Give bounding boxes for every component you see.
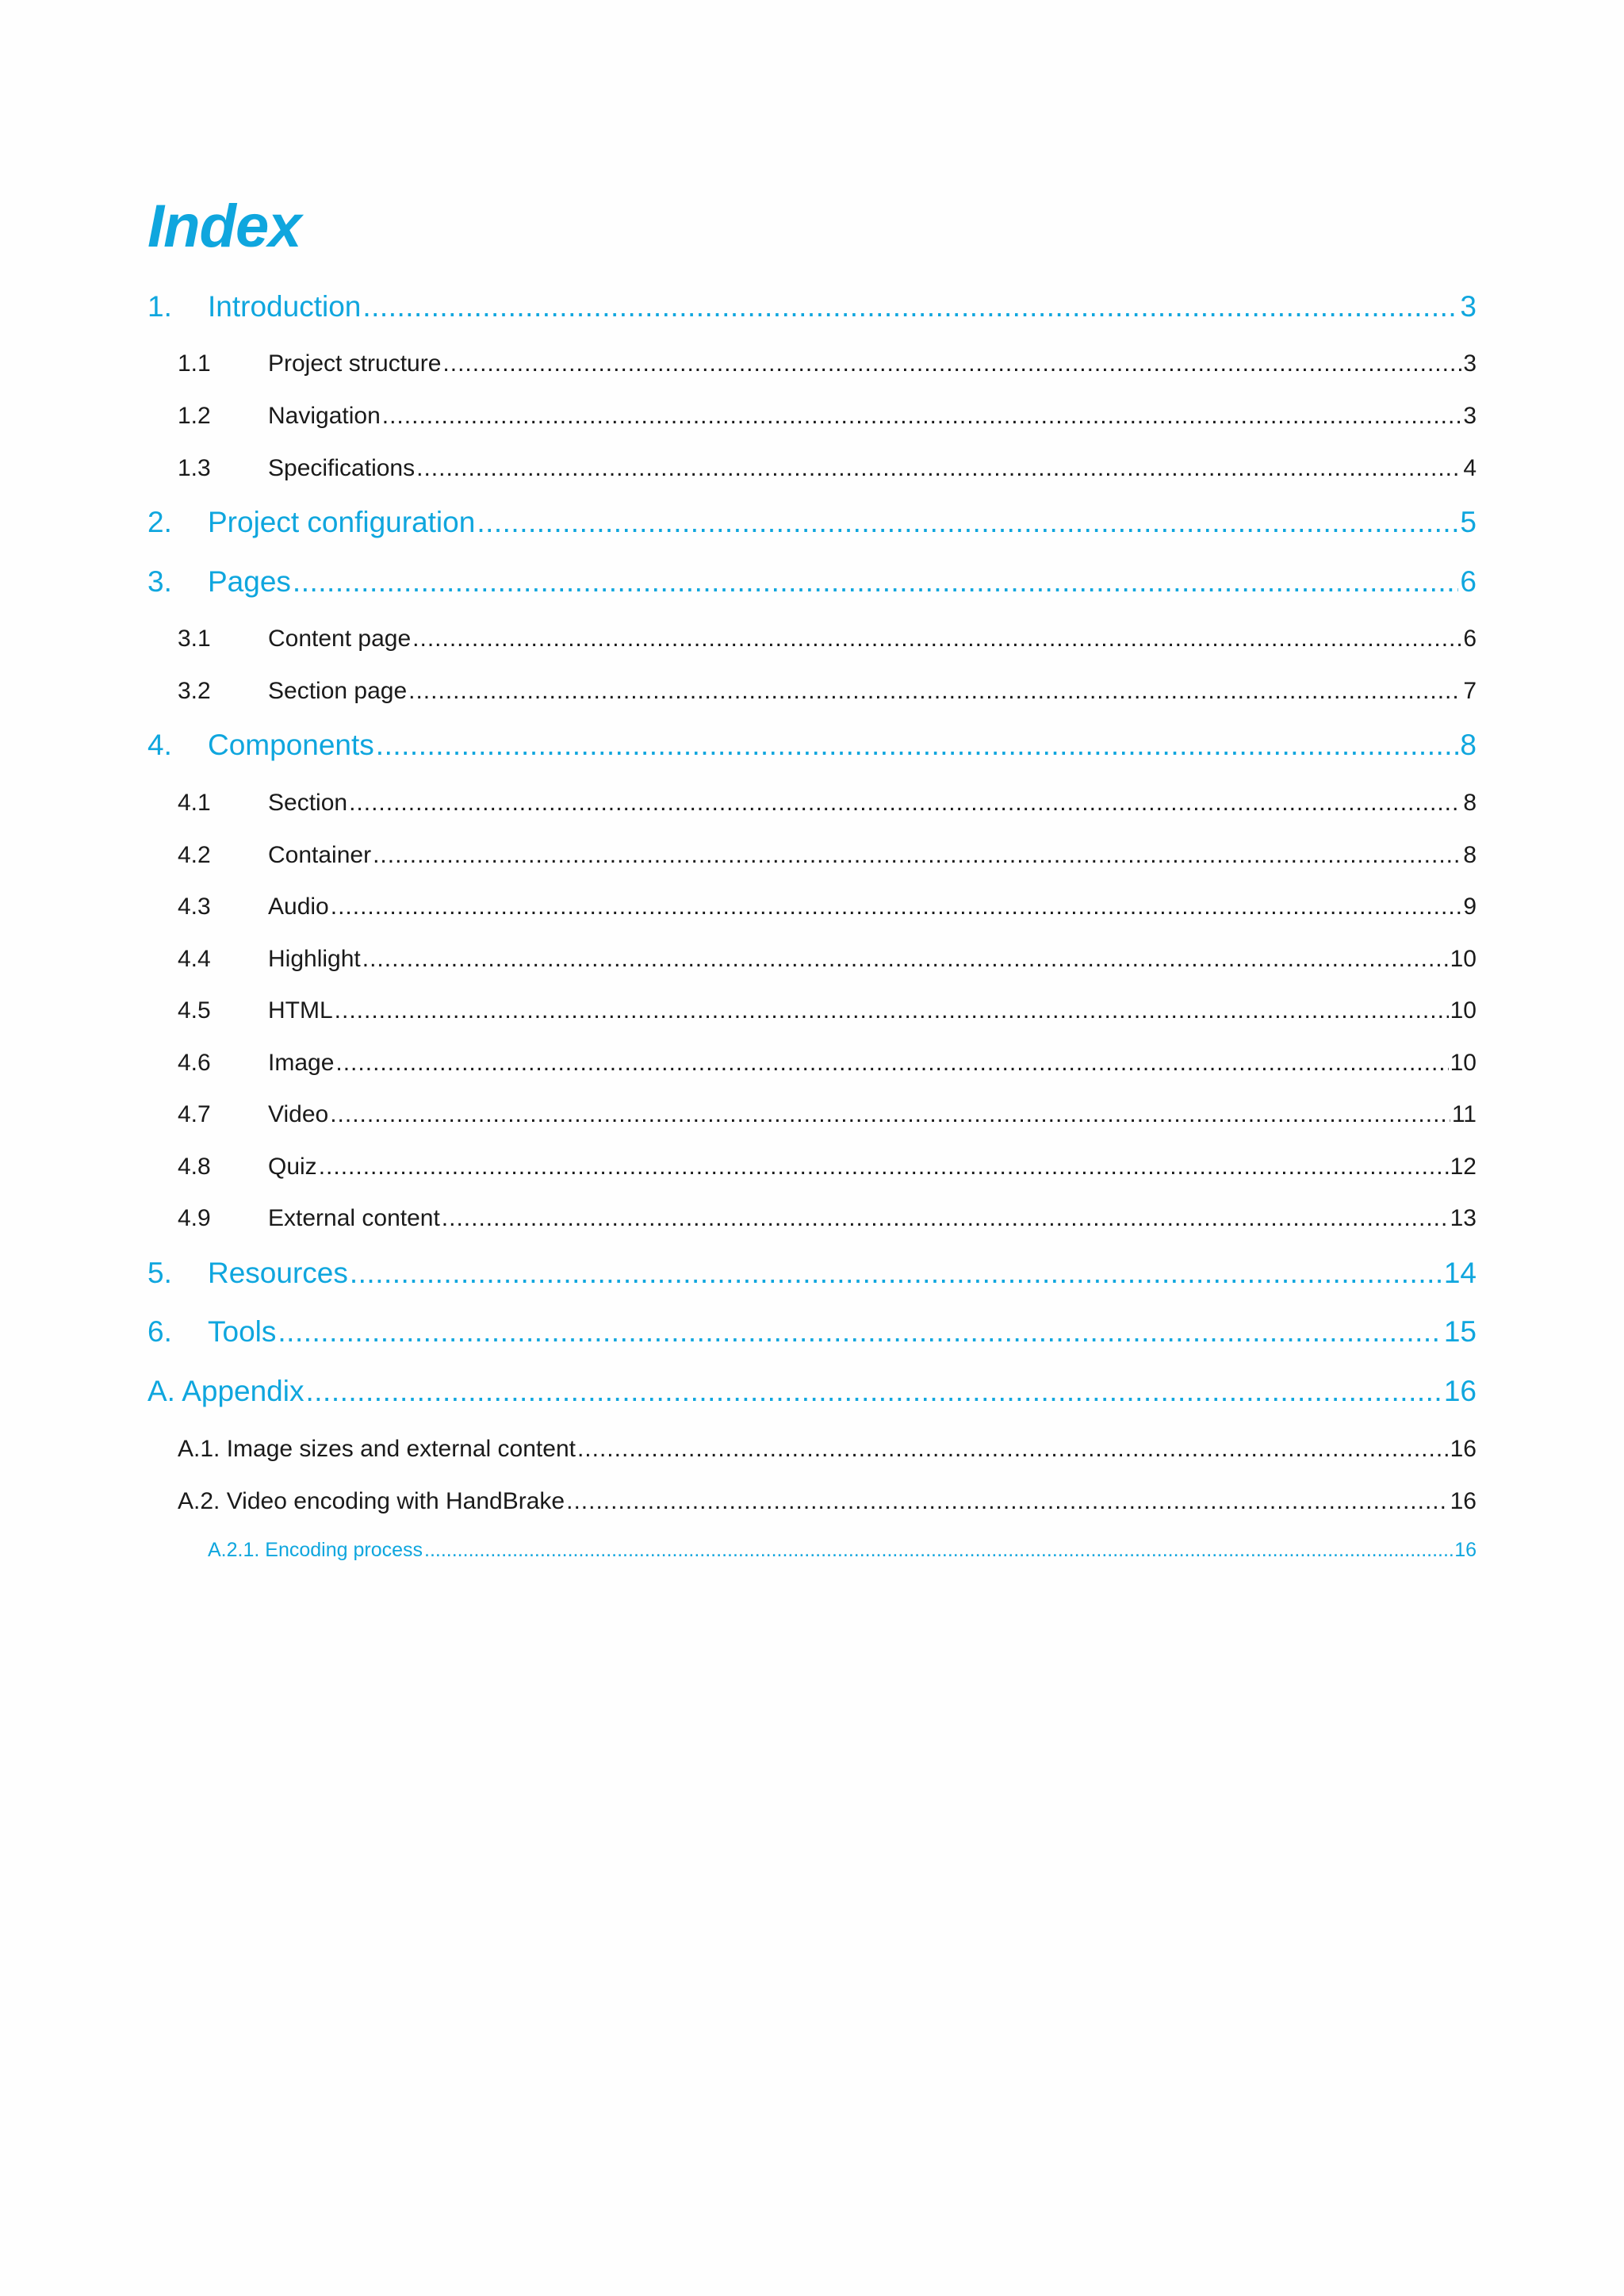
- toc-number: 2.: [147, 506, 172, 538]
- toc-entry-container[interactable]: [178, 842, 1477, 869]
- toc-entry-image[interactable]: [178, 1050, 1477, 1077]
- toc-entry-resources[interactable]: [147, 1257, 1477, 1290]
- toc-label: Navigation: [268, 403, 381, 429]
- dot-leader: [566, 1488, 1449, 1515]
- dot-leader: [335, 1050, 1448, 1077]
- toc-number: 3.: [147, 565, 172, 598]
- toc-label: A. Appendix: [147, 1375, 304, 1407]
- toc-number: 4.4: [178, 946, 211, 972]
- toc-page-number: 3: [1463, 350, 1477, 377]
- dot-leader: [350, 1257, 1442, 1290]
- toc-entry-video-encoding[interactable]: [178, 1488, 1477, 1515]
- toc-page-number: 16: [1454, 1539, 1477, 1561]
- toc-number: 1.3: [178, 455, 211, 481]
- toc-entry-highlight[interactable]: [178, 946, 1477, 973]
- toc-label: Image: [268, 1050, 335, 1076]
- toc-page-number: 4: [1463, 455, 1477, 481]
- dot-leader: [442, 1205, 1449, 1232]
- toc-entry-project-configuration[interactable]: [147, 506, 1477, 539]
- toc-entry-pages[interactable]: [147, 565, 1477, 599]
- toc-number: 4.9: [178, 1205, 211, 1231]
- toc-label: Project configuration: [208, 506, 476, 538]
- toc-label: Audio: [268, 894, 329, 920]
- dot-leader: [412, 626, 1461, 652]
- toc-entry-audio[interactable]: [178, 894, 1477, 920]
- dot-leader: [442, 350, 1461, 377]
- dot-leader: [376, 729, 1459, 762]
- dot-leader: [331, 894, 1462, 920]
- toc-entry-encoding-process[interactable]: [208, 1539, 1477, 1562]
- toc-page-number: 13: [1450, 1205, 1477, 1231]
- toc-page-number: 16: [1450, 1436, 1477, 1462]
- dot-leader: [408, 678, 1461, 705]
- toc-label: Section: [268, 790, 348, 816]
- dot-leader: [362, 946, 1449, 973]
- toc-label: A.2. Video encoding with HandBrake: [178, 1488, 565, 1514]
- toc-page-number: 5: [1460, 506, 1477, 538]
- toc-number: 4.1: [178, 790, 211, 816]
- dot-leader: [577, 1436, 1449, 1463]
- toc-label: Content page: [268, 626, 412, 652]
- toc-label: A.1. Image sizes and external content: [178, 1436, 576, 1462]
- toc-page-number: 3: [1463, 403, 1477, 429]
- toc-entry-video[interactable]: [178, 1101, 1477, 1128]
- toc-number: 4.7: [178, 1101, 211, 1127]
- dot-leader: [293, 565, 1459, 599]
- dot-leader: [330, 1101, 1450, 1128]
- dot-leader: [305, 1375, 1442, 1408]
- toc-page-number: 3: [1460, 290, 1477, 323]
- toc-label: Highlight: [268, 946, 361, 972]
- toc-entry-content-page[interactable]: [178, 626, 1477, 652]
- toc-number: 3.1: [178, 626, 211, 652]
- toc-number: 1.1: [178, 350, 211, 377]
- toc-entry-navigation[interactable]: [178, 403, 1477, 430]
- toc-label: Specifications: [268, 455, 416, 481]
- dot-leader: [382, 403, 1462, 430]
- toc-page-number: 11: [1451, 1101, 1477, 1127]
- dot-leader: [319, 1154, 1449, 1181]
- toc-label: Pages: [208, 565, 291, 598]
- toc-page-number: 16: [1443, 1375, 1477, 1407]
- toc-page-number: 15: [1443, 1315, 1477, 1348]
- toc-label: Quiz: [268, 1154, 317, 1180]
- toc-label: Introduction: [208, 290, 362, 323]
- toc-page-number: 10: [1450, 997, 1477, 1024]
- toc-number: 4.3: [178, 894, 211, 920]
- toc-label: Resources: [208, 1257, 348, 1289]
- toc-page-number: 9: [1463, 894, 1477, 920]
- toc-number: 4.6: [178, 1050, 211, 1076]
- dot-leader: [424, 1539, 1453, 1562]
- toc-entry-section[interactable]: [178, 790, 1477, 817]
- toc-label: Components: [208, 729, 374, 761]
- toc-label: External content: [268, 1205, 440, 1231]
- toc-page-number: 7: [1463, 678, 1477, 704]
- toc-label: Section page: [268, 678, 408, 704]
- toc-label: HTML: [268, 997, 333, 1024]
- toc-number: 4.: [147, 729, 172, 761]
- toc-page-number: 8: [1463, 790, 1477, 816]
- dot-leader: [362, 290, 1458, 323]
- toc-entry-specifications[interactable]: [178, 455, 1477, 482]
- toc-page-number: 6: [1460, 565, 1477, 598]
- toc-number: 1.2: [178, 403, 211, 429]
- toc-number: 4.2: [178, 842, 211, 868]
- dot-leader: [373, 842, 1461, 869]
- toc-page-number: 10: [1450, 1050, 1477, 1076]
- toc-number: 6.: [147, 1315, 172, 1348]
- toc-entry-components[interactable]: [147, 729, 1477, 762]
- toc-entry-section-page[interactable]: [178, 678, 1477, 705]
- toc-page-number: 10: [1450, 946, 1477, 972]
- toc-page-number: 12: [1450, 1154, 1477, 1180]
- toc-label: Project structure: [268, 350, 442, 377]
- toc-page-number: 16: [1450, 1488, 1477, 1514]
- toc-page-number: 8: [1463, 842, 1477, 868]
- dot-leader: [278, 1315, 1442, 1349]
- dot-leader: [335, 997, 1449, 1024]
- toc-number: 1.: [147, 290, 172, 323]
- toc-label: Video: [268, 1101, 329, 1127]
- toc-entry-project-structure[interactable]: [178, 350, 1477, 377]
- toc-label: A.2.1. Encoding process: [208, 1539, 423, 1561]
- toc-entry-external-content[interactable]: [178, 1205, 1477, 1232]
- toc-number: 5.: [147, 1257, 172, 1289]
- toc-entry-html[interactable]: [178, 997, 1477, 1024]
- dot-leader: [477, 506, 1458, 539]
- toc-page-number: 14: [1443, 1257, 1477, 1289]
- toc-number: 4.5: [178, 997, 211, 1024]
- toc-entry-introduction[interactable]: [147, 290, 1477, 323]
- toc-page-number: 6: [1463, 626, 1477, 652]
- toc-page-number: 8: [1460, 729, 1477, 761]
- dot-leader: [416, 455, 1461, 482]
- toc-entry-image-sizes[interactable]: [178, 1436, 1477, 1463]
- toc-label: Tools: [208, 1315, 277, 1348]
- toc-entry-tools[interactable]: [147, 1315, 1477, 1349]
- toc-number: 4.8: [178, 1154, 211, 1180]
- toc-label: Container: [268, 842, 372, 868]
- page-title: Index: [147, 193, 301, 260]
- toc-entry-appendix[interactable]: [147, 1375, 1477, 1408]
- dot-leader: [349, 790, 1461, 817]
- toc-entry-quiz[interactable]: [178, 1154, 1477, 1181]
- toc-number: 3.2: [178, 678, 211, 704]
